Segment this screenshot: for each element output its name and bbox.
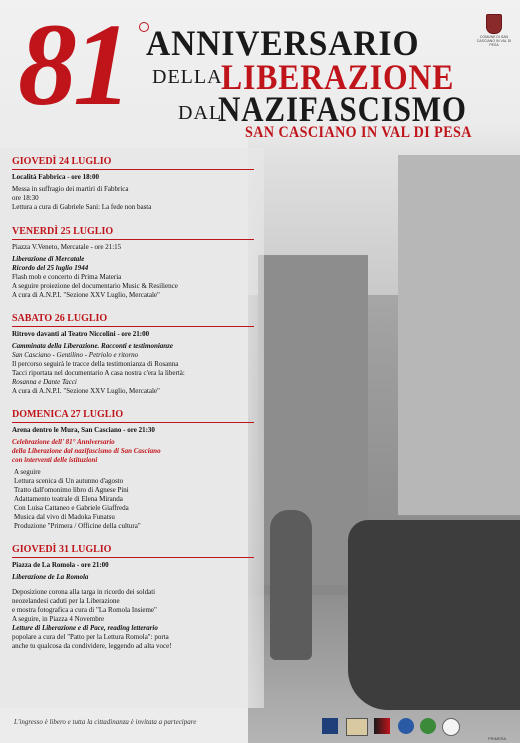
event-date: SABATO 26 LUGLIO [12, 313, 254, 327]
event-line: San Casciano - Gentilino - Petriolo e ritorno [12, 351, 139, 359]
event-block [12, 226, 262, 300]
event-line: Tratto dall'omonimo libro di Agnese Pini [14, 486, 129, 494]
event-line: ore 18:30 [12, 194, 39, 202]
event-line: Liberazione de La Romola [12, 573, 89, 581]
event-line: A seguire proiezione del documentario Music & Resilience [12, 282, 178, 290]
historical-photo [248, 125, 520, 743]
event-location: Piazza de La Romola - ore 21:00 [12, 561, 109, 569]
event-date: DOMENICA 27 LUGLIO [12, 409, 254, 423]
title-line-2-main: LIBERAZIONE [221, 57, 455, 97]
event-line: Lettura a cura di Gabriele Sani: La fede non basta [12, 203, 152, 211]
event-location: Piazza V.Veneto, Mercatale - ore 21:15 [12, 243, 122, 251]
event-line: della Liberazione dal nazifascismo di San Casciano [12, 447, 161, 455]
photo-soldier [270, 510, 312, 660]
title-line-1: ANNIVERSARIO [146, 23, 420, 63]
event-line: A cura di A.N.P.I. "Sezione XXV Luglio, Mercatale" [12, 291, 160, 299]
event-line: Adattamento teatrale di Elena Miranda [14, 495, 123, 503]
event-line: Flash mob e concerto di Prima Materia [12, 273, 122, 281]
event-line: Tacci riportata nel documentario A casa nostra c'era la libertà: [12, 369, 185, 377]
event-location: Ritrovo davanti al Teatro Niccolini - ore 21:00 [12, 330, 150, 338]
header [0, 0, 520, 150]
sponsor-logo-icon [374, 718, 390, 734]
event-line: Con Luisa Cattaneo e Gabriele Giaffreda [14, 504, 129, 512]
event-line: A cura di A.N.P.I. "Sezione XXV Luglio, Mercatale" [12, 387, 160, 395]
photo-tank [348, 520, 520, 710]
event-line: anche tu qualcosa da condividere, leggendo ad alta voce! [12, 642, 172, 650]
event-line: Liberazione di Mercatale [12, 255, 85, 263]
event-line: Rosanna e Dante Tacci [12, 378, 77, 386]
footer-note: L'ingresso è libero e tutta la cittadinanza è invitata a partecipare [14, 718, 197, 726]
event-line: Letture di Liberazione e di Pace, reading letterario [12, 624, 158, 632]
title-line-3-main: NAZIFASCISMO [218, 89, 467, 129]
title-line-2-prefix: DELLA [152, 66, 223, 88]
event-location: Località Fabbrica - ore 18:00 [12, 173, 99, 181]
sponsor-logos [322, 716, 512, 738]
event-date: GIOVEDÌ 31 LUGLIO [12, 544, 254, 558]
event-block [12, 313, 262, 396]
event-block [12, 409, 262, 531]
sponsor-logo-icon [420, 718, 436, 734]
event-location: Arena dentro le Mura, San Casciano - ore 21:30 [12, 426, 155, 434]
event-line: A seguire, in Piazza 4 Novembre [12, 615, 105, 623]
municipal-crest-icon [486, 14, 502, 34]
municipal-crest-label: COMUNE DI SAN CASCIANO IN VAL DI PESA [476, 35, 512, 47]
sponsor-logo-icon [322, 718, 338, 734]
photo-building-right [398, 155, 520, 515]
sponsor-logo-icon [346, 718, 368, 736]
event-block [12, 156, 262, 212]
event-line: Camminata della Liberazione. Racconti e testimonianze [12, 342, 174, 350]
event-date: GIOVEDÌ 24 LUGLIO [12, 156, 254, 170]
title-line-3-prefix: DAL [178, 102, 223, 124]
event-line: con interventi delle istituzioni [12, 456, 98, 464]
event-line: Musica dal vivo di Madoka Funatsu [14, 513, 115, 521]
place-subtitle: SAN CASCIANO IN VAL DI PESA [245, 124, 472, 141]
event-block [12, 544, 262, 651]
event-line: Deposizione corona alla targa in ricordo dei soldati [12, 588, 156, 596]
event-line: Il percorso seguirà le tracce della testimonianza di Rosanna [12, 360, 179, 368]
event-date: VENERDÌ 25 LUGLIO [12, 226, 254, 240]
event-line: popolare a cura del "Patto per la Lettura Romola": porta [12, 633, 169, 641]
event-line: neozelandesi caduti per la Liberazione [12, 597, 120, 605]
sponsor-logo-icon [398, 718, 414, 734]
event-line: Lettura scenica di Un autunno d'agosto [14, 477, 124, 485]
event-line: Celebrazione dell' 81° Anniversario [12, 438, 115, 446]
event-line: e mostra fotografica a cura di "La Romola Insieme" [12, 606, 157, 614]
event-line: A seguire [14, 468, 41, 476]
event-line: Produzione "Primera / Officine della cultura" [14, 522, 141, 530]
anniversary-number: 81 [18, 0, 128, 130]
event-line: Messa in suffragio dei martiri di Fabbrica [12, 185, 129, 193]
primera-logo-label: PRIMERA [488, 736, 507, 741]
sponsor-logo-icon [442, 718, 460, 736]
event-line: Ricordo del 25 luglio 1944 [12, 264, 89, 272]
